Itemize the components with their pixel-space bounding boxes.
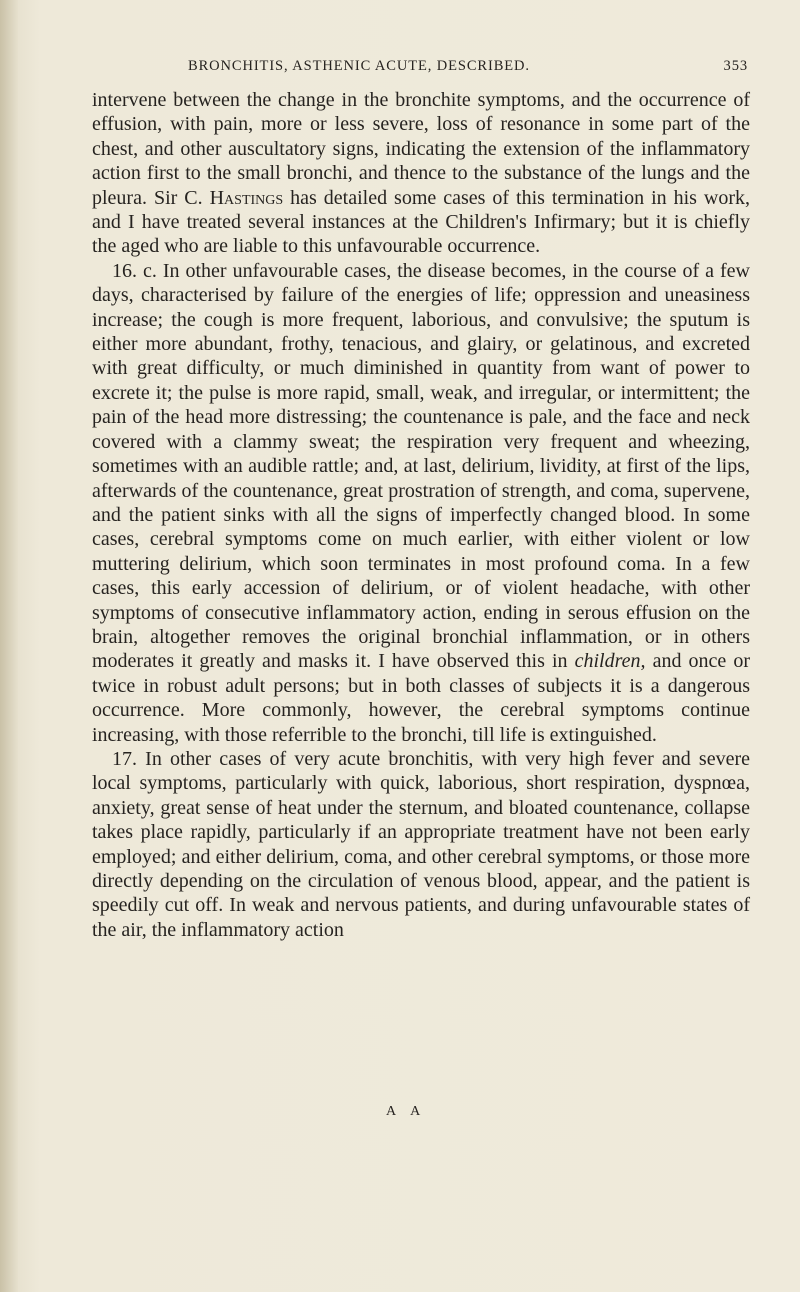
running-header [188, 58, 748, 82]
page-number: 353 [723, 58, 748, 74]
signature-mark: A A [386, 1104, 427, 1119]
paragraph-16-end: and once or twice in robust adult persons; but in both classes of subjects it is a dangerous occurrence. More commonly, however, the cerebral symptoms continue increasing, with those referrible to the bronchi, till life is extinguished. [92, 650, 751, 746]
paragraph-17-text: 17. In other cases of very acute bronchitis, with very high fever and severe local symptoms, particularly with quick, laborious, short respiration, dyspnœa, anxiety, great sense of heat under the sternum, and bloated countenance, collapse takes place rapidly, particularly if an appropriate treatment have not been early employed; and either delirium, coma, and other cerebral symptoms, or those more directly depending on the circulation of venous blood, appear, and the patient is speedily cut off. In weak and nervous patients, and during unfavourable states of the air, the inflammatory action [92, 747, 750, 941]
paragraph-16-start: 16. c. In other unfavourable cases, the disease becomes, in the course of a few days, characterised by failure of the energies of life; oppression and uneasiness increase; the cough is more frequent, laborious, and convulsive; the sputum is either more abundant, frothy, tenacious, and glairy, or gelatinous, and excreted with great difficulty, or much diminished in quantity from want of power to excrete it; the pulse is more rapid, small, weak, and irregular, or intermittent; the pain of the head more distressing; the countenance is pale, and the face and neck covered with a clammy sweat; the respiration very frequent and wheezing, sometimes with an audible rattle; and, at last, delirium, lividity, at first of the lips, afterwards of the countenance, great prostration of strength, and coma, supervene, and the patient sinks with all the signs of imperfectly changed blood. In some cases, cerebral symptoms come on much earlier, with either violent or low muttering delirium, which soon terminates in most profound coma. In a few cases, this early accession of delirium, or of violent headache, with other symptoms of consecutive inflammatory action, ending in serous effusion on the brain, altogether removes the original bronchial inflammation, or in others moderates it greatly and masks it. I have observed this in [92, 259, 750, 673]
paragraph-1-text: intervene between the change in the bronchite symptoms, and the occurrence of effusion, with pain, more or less severe, loss of resonance in some part of the chest, and other auscultatory signs, indicating the extension of the inflammatory action first to the small bronchi, and thence to the substance of the lungs and the pleura. [92, 89, 750, 209]
paragraph-16 [92, 259, 750, 747]
paragraph-16-italic-children: children, [574, 650, 646, 673]
paragraph-1-rest: has detailed some cases of this termination in his work, and I have treated several instances at the Children's Infirmary; but it is chiefly the aged who are liable to this unfavourable occurrence. [92, 186, 751, 258]
running-header-title: BRONCHITIS, ASTHENIC ACUTE, DESCRIBED. [188, 58, 530, 74]
paragraph-1 [92, 88, 750, 259]
body-text [92, 88, 750, 942]
page-gutter [0, 0, 18, 1292]
paragraph-17 [92, 747, 750, 942]
author-name-hastings: Hastings [209, 186, 284, 209]
paragraph-1-sir: Sir C. [153, 186, 203, 209]
